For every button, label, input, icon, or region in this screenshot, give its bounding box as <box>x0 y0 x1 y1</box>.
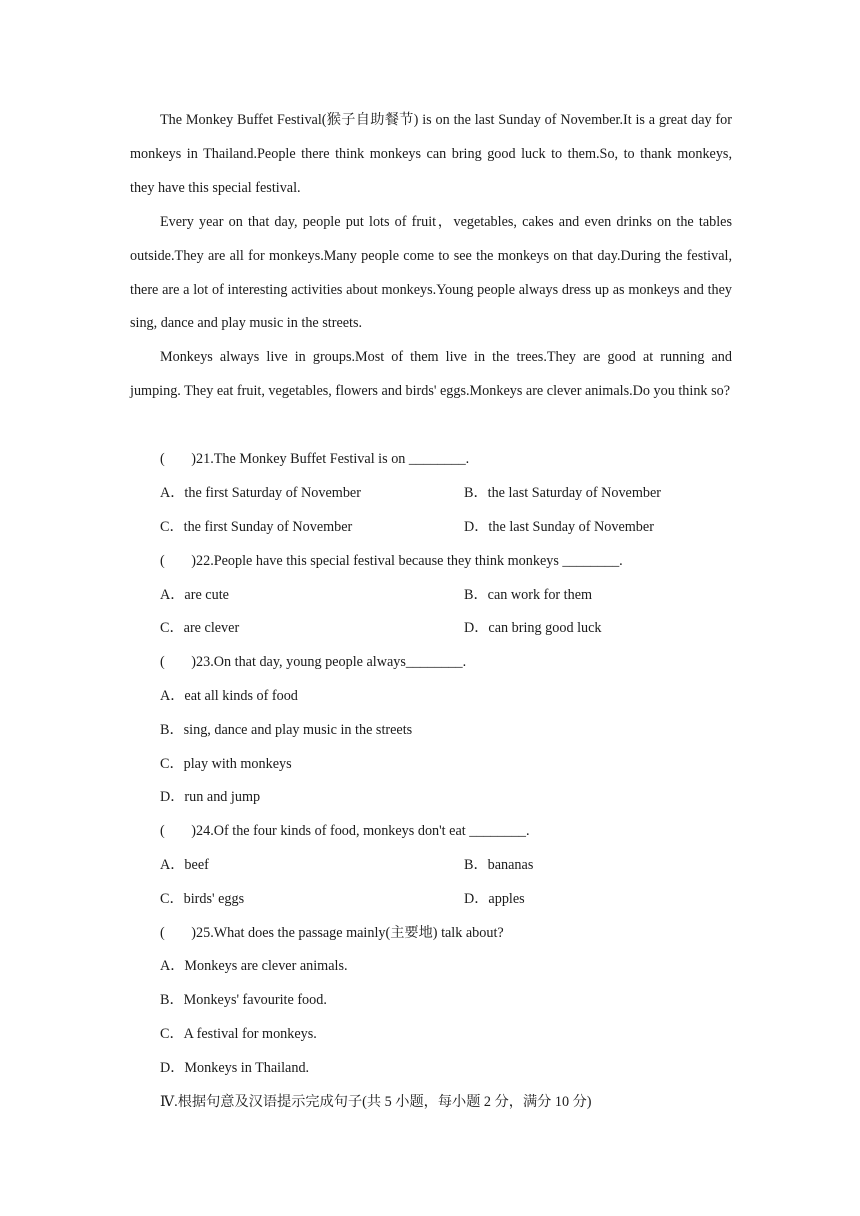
option-b: B．can work for them <box>464 587 593 603</box>
option-a: A．eat all kinds of food <box>160 688 298 704</box>
option-c: C．the first Sunday of November <box>160 519 353 535</box>
option-a: A．Monkeys are clever animals. <box>160 958 348 974</box>
question-23 <box>160 645 466 679</box>
passage-paragraph-1: The Monkey Buffet Festival(猴子自助餐节) is on the last Sunday of November.It is a great day for monkeys in Thailand.People there think monkeys can bring good luck to them.So, to thank monkeys, they have this special festival. <box>130 112 732 196</box>
answer-blank[interactable]: ( ) <box>160 553 196 569</box>
option-b: B．Monkeys' favourite food. <box>160 992 327 1008</box>
option-c: C．A festival for monkeys. <box>160 1026 317 1042</box>
option-a: A．beef <box>160 857 209 873</box>
question-22 <box>160 544 623 578</box>
option-b: B．bananas <box>464 857 534 873</box>
option-b: B．the last Saturday of November <box>464 485 662 501</box>
option-a: A．are cute <box>160 587 229 603</box>
answer-blank[interactable]: ( ) <box>160 823 196 839</box>
question-21 <box>160 442 469 476</box>
option-b: B．sing, dance and play music in the streets <box>160 722 413 738</box>
option-d: D．run and jump <box>160 789 261 805</box>
option-d: D．can bring good luck <box>464 620 602 636</box>
question-stem: 21.The Monkey Buffet Festival is on ________. <box>196 451 470 467</box>
question-stem: 24.Of the four kinds of food, monkeys don't eat ________. <box>196 823 530 839</box>
passage-paragraph-3: Monkeys always live in groups.Most of them live in the trees.They are good at running and jumping. They eat fruit, vegetables, flowers and birds' eggs.Monkeys are clever animals.Do you think so? <box>130 349 732 399</box>
question-25 <box>160 916 504 950</box>
option-d: D．Monkeys in Thailand. <box>160 1060 310 1076</box>
option-c: C．play with monkeys <box>160 756 292 772</box>
answer-blank[interactable]: ( ) <box>160 654 196 670</box>
option-d: D．apples <box>464 891 525 907</box>
question-stem: 25.What does the passage mainly(主要地) talk about? <box>196 925 504 941</box>
answer-blank[interactable]: ( ) <box>160 925 196 941</box>
option-d: D．the last Sunday of November <box>464 519 654 535</box>
question-24 <box>160 814 530 848</box>
question-stem: 22.People have this special festival because they think monkeys ________. <box>196 553 623 569</box>
option-c: C．are clever <box>160 620 240 636</box>
option-a: A．the first Saturday of November <box>160 485 361 501</box>
option-c: C．birds' eggs <box>160 891 245 907</box>
answer-blank[interactable]: ( ) <box>160 451 196 467</box>
passage-paragraph-2: Every year on that day, people put lots of fruit，vegetables, cakes and even drinks on the tables outside.They are all for monkeys.Many people come to see the monkeys on that day.During the festival, there are a lot of interesting activities about monkeys.Young people always dress up as monkeys and they sing, dance and play music in the streets. <box>130 214 732 332</box>
section-heading: Ⅳ.根据句意及汉语提示完成句子(共 5 小题，每小题 2 分，满分 10 分) <box>160 1094 592 1110</box>
question-stem: 23.On that day, young people always________. <box>196 654 467 670</box>
